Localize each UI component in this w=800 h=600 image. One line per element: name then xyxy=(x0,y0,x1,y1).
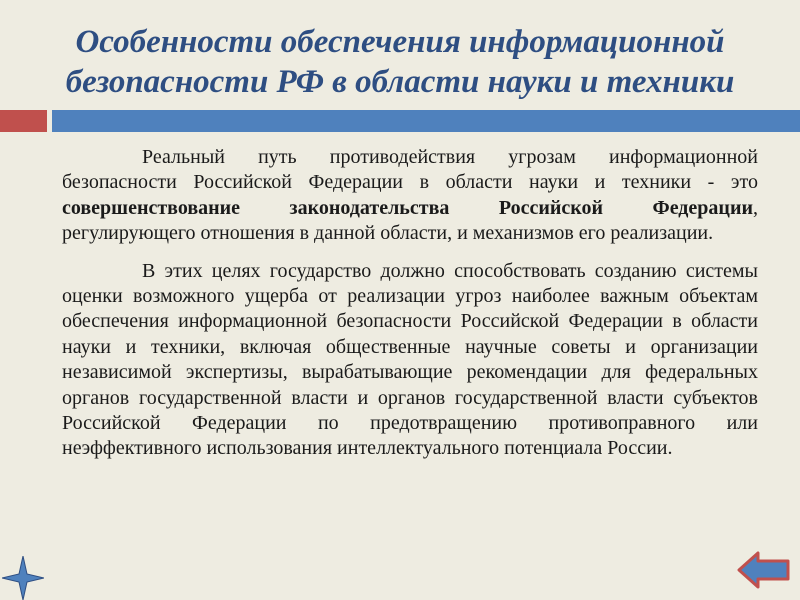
paragraph-2: В этих целях государство должно способствовать созданию системы оценки возможного ущерба от реализации угроз наиболее важным объектам обеспечения информационной безопасности Российской Федерации в области науки и техники, включая общественные научные советы и организации независимой экспертизы, вырабатывающие рекомендации для федеральных органов государственной власти и органов государственной власти субъектов Российской Федерации по предотвращению противоправного или неэффективного использования интеллектуального потенциала России. xyxy=(62,259,758,460)
title-divider xyxy=(0,110,800,132)
paragraph-1 xyxy=(62,145,758,247)
paragraph-1-tail: , регулирующего отношения в данной области, и механизмов его реализации. xyxy=(62,196,758,245)
divider-blue-segment xyxy=(52,110,800,132)
divider-red-segment xyxy=(0,110,47,132)
back-arrow-icon[interactable] xyxy=(736,550,792,590)
paragraph-1-text: Реальный путь противодействия угрозам информационной безопасности Российской Федерации в области науки и техники - это xyxy=(62,146,758,194)
paragraph-1-bold: совершенствование законодательства Российской Федерации xyxy=(62,196,753,219)
slide-title: Особенности обеспечения информационной безопасности РФ в области науки и техники xyxy=(65,24,735,100)
slide-body xyxy=(62,145,758,474)
four-point-star-icon xyxy=(2,556,44,600)
